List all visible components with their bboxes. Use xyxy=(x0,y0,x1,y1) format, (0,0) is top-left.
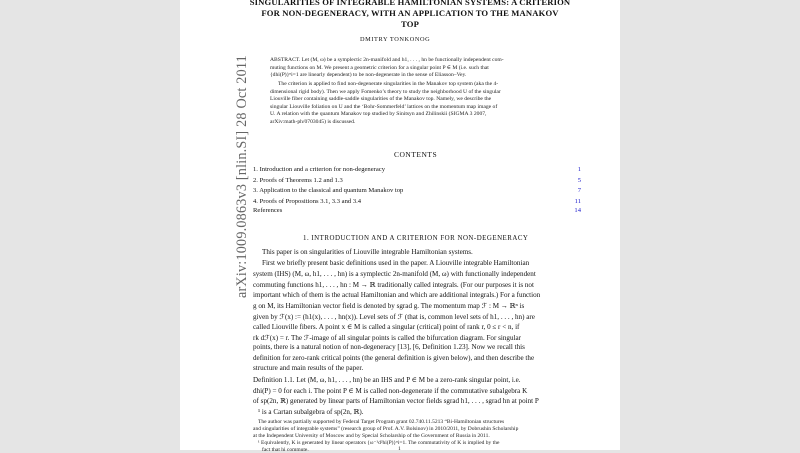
toc-page-4[interactable]: 11 xyxy=(574,197,581,205)
abstract-line: ABSTRACT. Let (M, ω) be a symplectic 2n-manifold and h1, . . . , hn be functionally independent com- xyxy=(270,57,504,63)
definition-line: dhi(P) = 0 for each i. The point P ∈ M is called non-degenerate if the commutative subalgebra K xyxy=(253,386,528,395)
body-paragraph-line: commuting functions h1, . . . , hn : M → ℝ traditionally called integrals. (For our purposes it is not xyxy=(253,281,534,289)
title-line-1: SINGULARITIES OF INTEGRABLE HAMILTONIAN SYSTEMS: A CRITERION xyxy=(249,0,571,7)
toc-entry-2[interactable]: 2. Proofs of Theorems 1.2 and 1.3 xyxy=(253,176,343,184)
toc-page-references[interactable]: 14 xyxy=(574,207,581,214)
abstract-line: {dhi(P)}ⁿi=1 are linearly dependent) to be non-degenerate in the sense of Eliasson–Vey. xyxy=(270,72,467,78)
abstract-line: singular Liouville foliation on U and the ‘Bohr-Sommerfeld’ lattices on the momentum map image of xyxy=(270,103,498,110)
body-paragraph-line: points, there is a natural notion of non-degeneracy [13], [6, Definition 1.23]. Now we recall this xyxy=(253,343,525,351)
definition-line: Definition 1.1. Let (M, ω, h1, . . . , hn) be an IHS and P ∈ M be a zero-rank singular point, i.e. xyxy=(253,376,521,384)
footnote-line: at the Independent University of Moscow and by Special Scholarship of the Government of Russia in 2011. xyxy=(253,433,490,439)
body-paragraph-line: definition for zero-rank critical points (the general definition is given below), and then describe the xyxy=(253,353,535,362)
body-paragraph-line: given by ℱ(x) := (h1(x), . . . , hn(x)). Level sets of ℱ (that is, common level sets of h1, . . . , hn) are xyxy=(253,312,535,321)
abstract-line: Liouville fiber containing saddle-saddle singularities of the Manakov top. Namely, we describe the xyxy=(270,96,492,102)
title-line-2: FOR NON-DEGENERACY, WITH AN APPLICATION TO THE MANAKOV xyxy=(261,8,559,18)
author-name: DMITRY TONKONOG xyxy=(360,36,431,43)
page-number: 1 xyxy=(398,446,401,452)
body-paragraph-line: This paper is on singularities of Liouville integrable Hamiltonian systems. xyxy=(262,248,473,256)
abstract-line: The criterion is applied to find non-degenerate singularities in the Manakov top system (aka the 4- xyxy=(278,81,499,87)
toc-page-2[interactable]: 5 xyxy=(577,176,581,184)
toc-entry-3[interactable]: 3. Application to the classical and quantum Manakov top xyxy=(253,187,404,194)
toc-page-3[interactable]: 7 xyxy=(577,187,581,194)
abstract-line: U. A relation with the quantum Manakov top studied by Sinitsyn and Zhilinskii (SIGMA 3 2007, xyxy=(270,111,487,117)
arxiv-stamp: arXiv:1009.0863v3 [nlin.SI] 28 Oct 2011 xyxy=(234,55,250,298)
toc-page-1[interactable]: 1 xyxy=(577,166,581,173)
body-paragraph-line: structure and main results of the paper. xyxy=(253,364,364,372)
footnote-line: fact that hi commute. xyxy=(262,447,309,453)
body-paragraph-line: important which of them is the actual Hamiltonian and which are additional integrals.) For a function xyxy=(253,290,541,299)
footnote-line: ¹ Equivalently, K is generated by linear operators {ω⁻¹d²hi(P)}ⁿi=1. The commutativity of K is implied by the xyxy=(258,440,500,446)
body-paragraph-line: system (IHS) (M, ω, h1, . . . , hn) is a symplectic 2n-manifold (M, ω) with functionally independent xyxy=(253,269,536,278)
body-paragraph-line: First we briefly present basic definitions used in the paper. A Liouville integrable Hamiltonian xyxy=(262,259,530,267)
abstract-line: dimensional rigid body). Then we apply Fomenko’s theory to study the neighborhood U of the singular xyxy=(270,88,501,95)
body-paragraph-line: g on M, its Hamiltonian vector field is denoted by sgrad g. The momentum map ℱ : M → ℝⁿ is xyxy=(253,302,525,310)
contents-heading: CONTENTS xyxy=(394,150,438,159)
section-1-heading: 1. INTRODUCTION AND A CRITERION FOR NON-DEGENERACY xyxy=(303,235,529,242)
footnote-line: The author was partially supported by Federal Target Program grant 02.740.11.5213 “Bi-Hamiltonian structures xyxy=(258,419,505,425)
body-paragraph-line: called Liouville fibers. A point x ∈ M is called a singular (critical) point of rank r, 0 ≤ r < n, if xyxy=(253,323,520,331)
toc-entry-4[interactable]: 4. Proofs of Propositions 3.1, 3.3 and 3.4 xyxy=(253,197,362,205)
title-line-3: TOP xyxy=(401,19,419,29)
footnote-line: and singularities of integrable systems” (research group of Prof. A.V. Bolsinov) in 2010/2011, by Dobrushin Scholarship xyxy=(253,426,519,432)
abstract-line: muting functions on M. We present a geometric criterion for a singular point P ∈ M (i.e. such that xyxy=(270,64,489,71)
body-paragraph-line: rk dℱ(x) = r. The ℱ-image of all singular points is called the bifurcation diagram. For singular xyxy=(253,333,521,342)
definition-line: of sp(2n, ℝ) generated by linear parts of Hamiltonian vector fields sgrad h1, . . . , sgrad hn at point P xyxy=(253,397,539,405)
abstract-line: arXiv:math-ph/0703045) is discussed. xyxy=(270,118,356,125)
toc-entry-1[interactable]: 1. Introduction and a criterion for non-degeneracy xyxy=(253,166,386,173)
toc-entry-references[interactable]: References xyxy=(253,207,283,214)
definition-line: ¹ is a Cartan subalgebra of sp(2n, ℝ). xyxy=(258,407,364,416)
